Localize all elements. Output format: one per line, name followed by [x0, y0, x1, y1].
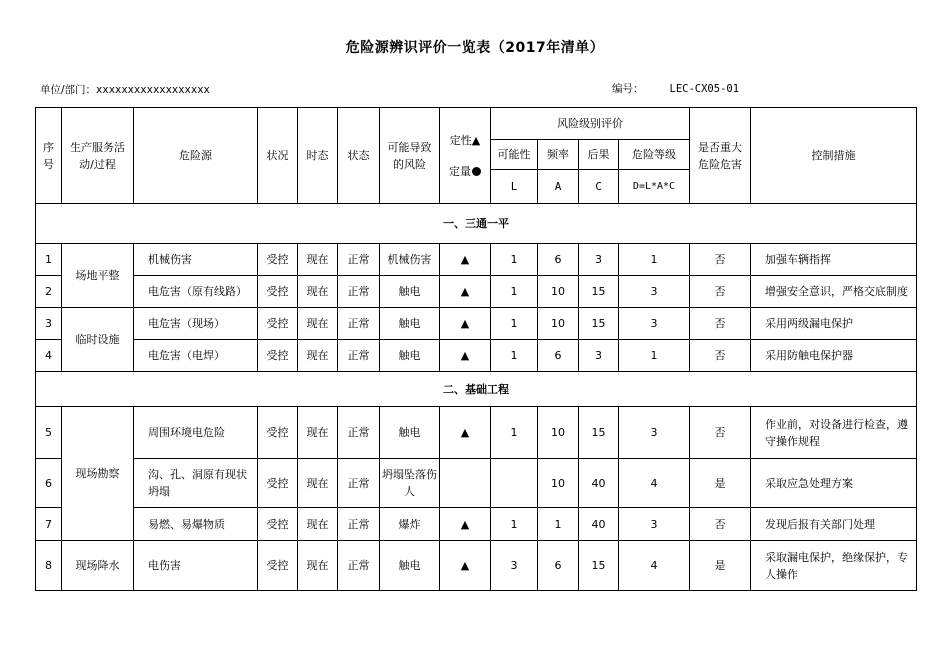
- risk-cell: 触电: [380, 541, 440, 591]
- table-row: [36, 459, 917, 508]
- condition-cell: 受控: [258, 459, 298, 508]
- d-cell: 3: [619, 308, 690, 340]
- d-cell: 4: [619, 541, 690, 591]
- c-cell: 3: [579, 244, 619, 276]
- qual-mark-cell: ▲: [440, 308, 491, 340]
- header-frequency: 频率: [538, 140, 579, 170]
- risk-cell: 坍塌坠落伤人: [380, 459, 440, 508]
- risk-cell: 机械伤害: [380, 244, 440, 276]
- hazard-cell: 电危害（现场）: [134, 308, 258, 340]
- hazard-cell: 电伤害: [134, 541, 258, 591]
- state-cell: 正常: [338, 541, 380, 591]
- a-cell: 10: [538, 276, 579, 308]
- control-cell: 采取漏电保护，绝缘保护，专人操作: [751, 541, 917, 591]
- header-tense: 时态: [298, 108, 338, 204]
- hazard-cell: 易燃、易爆物质: [134, 508, 258, 541]
- tense-cell: 现在: [298, 276, 338, 308]
- activity-cell: 现场降水: [62, 541, 134, 591]
- condition-cell: 受控: [258, 541, 298, 591]
- hazard-cell: 机械伤害: [134, 244, 258, 276]
- header-l: L: [491, 170, 538, 204]
- a-cell: 6: [538, 340, 579, 372]
- state-cell: 正常: [338, 508, 380, 541]
- d-cell: 3: [619, 508, 690, 541]
- tense-cell: 现在: [298, 308, 338, 340]
- major-cell: 否: [690, 508, 751, 541]
- seq-cell: 7: [36, 508, 62, 541]
- table-row: [36, 407, 917, 459]
- section-row: [36, 204, 917, 244]
- unit-field: [40, 82, 210, 97]
- qual-mark-cell: [440, 459, 491, 508]
- header-control: 控制措施: [751, 108, 917, 204]
- a-cell: 1: [538, 508, 579, 541]
- code-label: 编号：: [612, 83, 644, 95]
- c-cell: 15: [579, 407, 619, 459]
- hazard-cell: 周围环境电危险: [134, 407, 258, 459]
- d-cell: 1: [619, 340, 690, 372]
- seq-cell: 1: [36, 244, 62, 276]
- l-cell: 1: [491, 244, 538, 276]
- seq-cell: 2: [36, 276, 62, 308]
- control-cell: 加强车辆指挥: [751, 244, 917, 276]
- header-quant-wrap: [442, 163, 488, 180]
- major-cell: 否: [690, 407, 751, 459]
- table-row: [36, 244, 917, 276]
- a-cell: 10: [538, 459, 579, 508]
- a-cell: 6: [538, 244, 579, 276]
- header-risk: 可能导致的风险: [380, 108, 440, 204]
- header-row-1: [36, 108, 917, 140]
- activity-cell: 临时设施: [62, 308, 134, 372]
- major-cell: 否: [690, 244, 751, 276]
- state-cell: 正常: [338, 407, 380, 459]
- qual-mark-cell: ▲: [440, 340, 491, 372]
- header-danger-level: 危险等级: [619, 140, 690, 170]
- header-seq: 序号: [36, 108, 62, 204]
- l-cell: 3: [491, 541, 538, 591]
- control-cell: 采用防触电保护器: [751, 340, 917, 372]
- major-cell: 是: [690, 541, 751, 591]
- control-cell: 采取应急处理方案: [751, 459, 917, 508]
- major-cell: 否: [690, 308, 751, 340]
- d-cell: 3: [619, 407, 690, 459]
- l-cell: 1: [491, 508, 538, 541]
- header-qual-quant: [440, 108, 491, 204]
- major-cell: 否: [690, 340, 751, 372]
- state-cell: 正常: [338, 244, 380, 276]
- condition-cell: 受控: [258, 340, 298, 372]
- a-cell: 6: [538, 541, 579, 591]
- condition-cell: 受控: [258, 407, 298, 459]
- c-cell: 40: [579, 459, 619, 508]
- a-cell: 10: [538, 407, 579, 459]
- filled-circle-icon: [472, 167, 481, 176]
- state-cell: 正常: [338, 276, 380, 308]
- l-cell: 1: [491, 276, 538, 308]
- activity-cell: 场地平整: [62, 244, 134, 308]
- page-title: 危险源辨识评价一览表（2017年清单）: [345, 40, 605, 56]
- state-cell: 正常: [338, 308, 380, 340]
- unit-value: xxxxxxxxxxxxxxxxxx: [96, 84, 210, 96]
- major-cell: 否: [690, 276, 751, 308]
- table-row: [36, 308, 917, 340]
- d-cell: 4: [619, 459, 690, 508]
- risk-cell: 触电: [380, 407, 440, 459]
- seq-cell: 5: [36, 407, 62, 459]
- condition-cell: 受控: [258, 308, 298, 340]
- table-row: [36, 508, 917, 541]
- c-cell: 15: [579, 276, 619, 308]
- risk-cell: 触电: [380, 340, 440, 372]
- header-activity: 生产服务活动/过程: [62, 108, 134, 204]
- activity-cell: 现场勘察: [62, 407, 134, 541]
- seq-cell: 4: [36, 340, 62, 372]
- c-cell: 3: [579, 340, 619, 372]
- hazard-cell: 沟、孔、洞原有现状坍塌: [134, 459, 258, 508]
- l-cell: 1: [491, 340, 538, 372]
- condition-cell: 受控: [258, 276, 298, 308]
- table-row: [36, 276, 917, 308]
- control-cell: 增强安全意识，严格交底制度: [751, 276, 917, 308]
- risk-cell: 触电: [380, 308, 440, 340]
- code-value: LEC-CX05-01: [669, 83, 740, 95]
- d-cell: 1: [619, 244, 690, 276]
- tense-cell: 现在: [298, 541, 338, 591]
- qual-mark-cell: ▲: [440, 244, 491, 276]
- risk-cell: 触电: [380, 276, 440, 308]
- header-state: 状态: [338, 108, 380, 204]
- section-title: 二、基础工程: [36, 372, 917, 407]
- tense-cell: 现在: [298, 340, 338, 372]
- tense-cell: 现在: [298, 244, 338, 276]
- qual-mark-cell: ▲: [440, 541, 491, 591]
- control-cell: 采用两级漏电保护: [751, 308, 917, 340]
- c-cell: 15: [579, 541, 619, 591]
- l-cell: 1: [491, 308, 538, 340]
- table-row: [36, 541, 917, 591]
- tense-cell: 现在: [298, 407, 338, 459]
- header-eval: 风险级别评价: [491, 108, 690, 140]
- header-possibility: 可能性: [491, 140, 538, 170]
- unit-label: 单位/部门：: [40, 84, 97, 96]
- table-row: [36, 340, 917, 372]
- section-row: [36, 372, 917, 407]
- header-major: 是否重大危险危害: [690, 108, 751, 204]
- seq-cell: 8: [36, 541, 62, 591]
- section-title: 一、三通一平: [36, 204, 917, 244]
- d-cell: 3: [619, 276, 690, 308]
- state-cell: 正常: [338, 340, 380, 372]
- control-cell: 发现后报有关部门处理: [751, 508, 917, 541]
- tense-cell: 现在: [298, 459, 338, 508]
- c-cell: 15: [579, 308, 619, 340]
- header-consequence: 后果: [579, 140, 619, 170]
- header-formula: D=L*A*C: [619, 170, 690, 204]
- major-cell: 是: [690, 459, 751, 508]
- risk-cell: 爆炸: [380, 508, 440, 541]
- header-hazard: 危险源: [134, 108, 258, 204]
- hazard-cell: 电危害（电焊）: [134, 340, 258, 372]
- seq-cell: 3: [36, 308, 62, 340]
- l-cell: [491, 459, 538, 508]
- qual-mark-cell: ▲: [440, 407, 491, 459]
- seq-cell: 6: [36, 459, 62, 508]
- header-c: C: [579, 170, 619, 204]
- hazard-table: [35, 107, 917, 591]
- header-quant: 定量: [449, 164, 471, 178]
- hazard-cell: 电危害（原有线路）: [134, 276, 258, 308]
- control-cell: 作业前，对设备进行检查，遵守操作规程: [751, 407, 917, 459]
- qual-mark-cell: ▲: [440, 276, 491, 308]
- state-cell: 正常: [338, 459, 380, 508]
- tense-cell: 现在: [298, 508, 338, 541]
- header-condition: 状况: [258, 108, 298, 204]
- a-cell: 10: [538, 308, 579, 340]
- qual-mark-cell: ▲: [440, 508, 491, 541]
- condition-cell: 受控: [258, 508, 298, 541]
- condition-cell: 受控: [258, 244, 298, 276]
- c-cell: 40: [579, 508, 619, 541]
- code-field: [612, 81, 739, 96]
- l-cell: 1: [491, 407, 538, 459]
- header-qual: 定性▲: [449, 133, 481, 147]
- header-a: A: [538, 170, 579, 204]
